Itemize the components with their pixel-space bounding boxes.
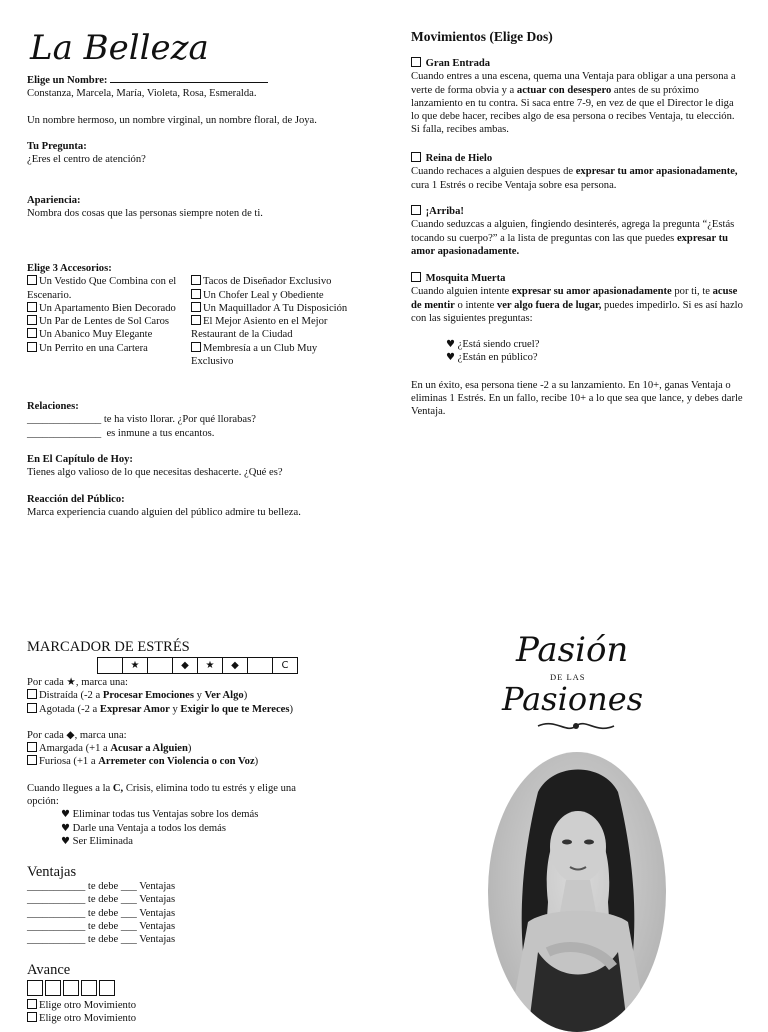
accessory-item[interactable]: Un Par de Lentes de Sol Caros [27,315,191,328]
move-result: En un éxito, esa persona tiene -2 a su lanzamiento. En 10+, ganas Ventaja o eliminas 1 Estrés. En un fallo, recibe 10+ a lo que sea que lance, y debes darle Ventaja. [411,379,743,418]
heart-icon: ♥ [61,835,70,847]
star-option[interactable]: Agotada (-2 a Expresar Amor y Exigir lo que te Mereces) [27,703,367,716]
stress-cell[interactable]: ★ [198,658,223,673]
diamond-intro: Por cada ◆, marca una: [27,729,127,741]
name-section [27,73,377,127]
checkbox-icon[interactable] [27,742,37,752]
checkbox-icon[interactable] [191,342,201,352]
portrait-image [488,752,666,1032]
star-intro: Por cada ★, marca una: [27,677,128,688]
crisis-option: ♥ Eliminar todas tus Ventajas sobre los demás [61,809,259,821]
stress-cell[interactable] [148,658,173,673]
appearance-label: Apariencia: [27,195,81,206]
checkbox-icon[interactable] [191,315,201,325]
appearance-text: Nombra dos cosas que las personas siempre noten de ti. [27,208,263,220]
checkbox-icon[interactable] [191,289,201,299]
checkbox-icon[interactable] [411,152,421,162]
question-label: Tu Pregunta: [27,141,87,152]
name-blank-line[interactable] [110,73,268,83]
move-title[interactable]: Mosquita Muerta [411,272,743,285]
advantage-row[interactable]: ___________ te debe ___ Ventajas [27,907,176,919]
accessory-item[interactable]: Un Abanico Muy Elegante [27,328,191,341]
diamond-option[interactable]: Furiosa (+1 a Arremeter con Violencia o con Voz) [27,755,367,768]
move-mosquita-muerta [411,272,743,419]
checkbox-icon[interactable] [27,302,37,312]
name-options: Constanza, Marcela, María, Violeta, Rosa, Esmeralda. [27,88,257,100]
audience-section [27,493,377,520]
move-title[interactable]: ¡Arriba! [411,205,743,218]
name-label: Elige un Nombre: [27,75,108,86]
advance-tracker[interactable] [27,980,117,1000]
checkbox-icon[interactable] [27,275,37,285]
advance-label: Avance [27,962,71,978]
checkbox-icon[interactable] [27,755,37,765]
advantage-row[interactable]: ___________ te debe ___ Ventajas [27,881,176,892]
appearance-section [27,194,377,221]
crisis-text: Cuando llegues a la C, Crisis, elimina todo tu estrés y elige una opción: [27,782,296,808]
checkbox-icon[interactable] [27,328,37,338]
checkbox-icon[interactable] [27,999,37,1009]
diamond-option[interactable]: Amargada (+1 a Acusar a Alguien) [27,742,367,755]
advance-list [27,999,136,1026]
advantage-row[interactable]: ___________ te debe ___ Ventajas [27,894,176,906]
relation-line[interactable]: ______________ te ha visto llorar. ¿Por qué llorabas? [27,414,256,426]
stress-cell[interactable]: C [281,660,289,671]
advance-box[interactable] [99,980,115,996]
checkbox-icon[interactable] [27,342,37,352]
accessories-label: Elige 3 Accesorios: [27,263,112,274]
accessories-section [27,262,357,368]
audience-text: Marca experiencia cuando alguien del público admire tu belleza. [27,507,301,519]
advance-box[interactable] [27,980,43,996]
portrait-illustration [488,752,666,1032]
heart-icon: ♥ [446,339,455,351]
accessory-item[interactable]: Un Vestido Que Combina con el Escenario. [27,276,177,301]
accessories-left-column [27,275,191,368]
advantages-label: Ventajas [27,864,77,880]
move-question: ♥ ¿Está siendo cruel? [446,339,540,351]
move-text: Cuando seduzcas a alguien, fingiendo desinterés, agrega la pregunta “¿Estás tocando su cuerpo?” a la lista de preguntas con las que puedes expresar tu amor apasionadamente. [411,219,735,257]
accessory-item[interactable]: Membresía a un Club Muy Exclusivo [191,342,318,368]
heart-icon: ♥ [446,352,455,364]
stress-tracker[interactable] [97,657,298,674]
advantages-list [27,880,175,946]
crisis-option: ♥ Ser Eliminada [61,835,133,847]
accessory-item[interactable]: El Mejor Asiento en el Mejor Restaurant de la Ciudad [191,316,328,341]
stress-options [27,676,367,848]
stress-label: MARCADOR DE ESTRÉS [27,639,190,655]
move-question: ♥ ¿Están en público? [446,352,538,364]
star-option[interactable]: Distraída (-2 a Procesar Emociones y Ver Algo) [27,689,367,702]
checkbox-icon[interactable] [27,689,37,699]
episode-section [27,453,377,480]
move-gran-entrada [411,57,743,137]
logo-line-3: Pasiones [502,680,644,718]
checkbox-icon[interactable] [27,703,37,713]
advance-box[interactable] [45,980,61,996]
question-section [27,140,377,167]
stress-cell[interactable] [248,658,273,673]
checkbox-icon[interactable] [191,302,201,312]
show-logo [498,628,668,740]
advance-item[interactable]: Elige otro Movimiento [27,999,136,1012]
heart-icon: ♥ [61,809,70,821]
question-text: ¿Eres el centro de atención? [27,154,146,166]
move-text: Cuando rechaces a alguien despues de expresar tu amor apasionadamente, cura 1 Estrés o recibe Ventaja sobre esa persona. [411,166,738,191]
accessory-item[interactable]: Un Perrito en una Cartera [27,342,191,355]
move-title[interactable]: Gran Entrada [411,57,743,70]
checkbox-icon[interactable] [411,272,421,282]
accessory-item[interactable]: Tacos de Diseñador Exclusivo [191,275,351,288]
episode-text: Tienes algo valioso de lo que necesitas deshacerte. ¿Qué es? [27,467,283,479]
stress-cell[interactable]: ◆ [223,658,248,673]
accessories-right-column [191,275,351,368]
logo-line-1: Pasión [516,630,629,670]
heart-icon: ♥ [61,822,70,834]
page-title: La Belleza [30,28,209,68]
checkbox-icon[interactable] [27,315,37,325]
advantage-row[interactable]: ___________ te debe ___ Ventajas [27,934,176,946]
checkbox-icon[interactable] [411,205,421,215]
move-title[interactable]: Reina de Hielo [411,152,743,165]
move-arriba [411,205,743,258]
advance-box[interactable] [63,980,79,996]
flourish-icon [536,716,616,736]
stress-cell[interactable] [98,658,123,673]
move-text: Cuando entres a una escena, quema una Ventaja para obligar a una persona a verte de forma obvia y a actuar con desespero antes de su próximo lanzamiento en tu contra. Si saca entre 7-9, en vez de que el Director le diga lo que debe hacer, recibes algo de esa persona o recibes Ventaja, tu elección. Si falla, recibes ambas. [411,71,736,136]
advance-item[interactable]: Elige otro Movimiento [27,1012,136,1025]
advantage-row[interactable]: ___________ te debe ___ Ventajas [27,920,176,932]
move-text: Cuando alguien intente expresar su amor apasionadamente por ti, te acuse de mentir o intente ver algo fuera de lugar, puedes impedirlo. Si es así hazlo con las siguientes preguntas: [411,286,743,324]
audience-label: Reacción del Público: [27,494,125,505]
checkbox-icon[interactable] [411,57,421,67]
checkbox-icon[interactable] [191,275,201,285]
moves-label: Movimientos (Elige Dos) [411,29,553,44]
move-reina-de-hielo [411,152,743,192]
accessory-item[interactable]: Un Chofer Leal y Obediente [191,289,351,302]
checkbox-icon[interactable] [27,1012,37,1022]
accessory-item[interactable]: Un Apartamento Bien Decorado [27,302,191,315]
relation-line[interactable]: ______________ es inmune a tus encantos. [27,427,215,439]
relations-label: Relaciones: [27,401,79,412]
advance-box[interactable] [81,980,97,996]
episode-label: En El Capítulo de Hoy: [27,454,133,465]
stress-cell[interactable]: ◆ [173,658,198,673]
crisis-option: ♥ Darle una Ventaja a todos los demás [61,822,226,834]
stress-cell[interactable]: ★ [123,658,148,673]
relations-section [27,400,377,440]
accessory-item[interactable]: Un Maquillador A Tu Disposición [191,302,351,315]
logo-line-2: DE LAS [550,672,586,682]
name-description: Un nombre hermoso, un nombre virginal, un nombre floral, de Joya. [27,114,317,126]
